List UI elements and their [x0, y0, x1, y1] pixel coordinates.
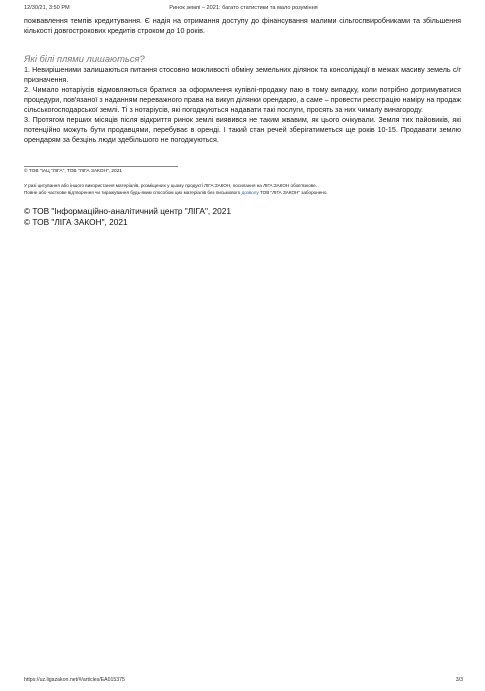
print-url: https://uz.ligazakon.net/#/articles/EA015375 — [24, 677, 125, 683]
permission-link[interactable]: дозволу — [241, 190, 259, 195]
article-content — [24, 16, 461, 228]
point-1-paragraph: 1. Невирішеними залишаються питання стосовно можливості обміну земельних ділянок та консолідації в межах масиву земель с/г призначення. — [24, 66, 461, 84]
print-footer — [24, 677, 463, 685]
page-number: 3/3 — [455, 677, 463, 683]
print-date: 12/30/21, 3:50 PM — [24, 5, 70, 11]
copyright-block — [24, 206, 461, 228]
copyright-liga-center: © ТОВ "Інформаційно-аналітичний центр "ЛІГА", 2021 — [24, 206, 231, 216]
legal-notice-line-1: У разі цитування або іншого використання матеріалів, розміщених у цьому продукті ЛІГА:ЗАКОН, посилання на ЛІГА:ЗАКОН обов'язкове. — [24, 183, 318, 188]
print-page-title: Ринок землі – 2021: багато статистики та мало розуміння — [169, 5, 318, 11]
intro-paragraph: пожвавлення темпів кредитування. Є надія на отримання доступу до фінансування малими сільгоспвиробниками та збільшення кількості довгострокових кредитів строком до 10 років. — [24, 17, 461, 35]
footnote-copyright: © ТОВ "ІАЦ "ЛІГА", ТОВ "ЛІГА ЗАКОН", 2021 — [24, 169, 123, 174]
point-3-paragraph: 3. Протягом перших місяців після відкриття ринок землі виявився не таким жвавим, як цього очікували. Земля тих пайовиків, які потенційно можуть бути продавцями, перебуває в оренді. І такий стан речей зберігатиметься ще років 10-15. Продавати землю орендарям за безцінь люди здебільшого не погоджуються. — [24, 116, 461, 144]
legal-notice — [24, 182, 461, 196]
copyright-liga-zakon: © ТОВ "ЛІГА ЗАКОН", 2021 — [24, 217, 128, 227]
section-subheading: Які білі плями лишаються? — [24, 53, 145, 64]
footnote-divider — [24, 166, 178, 167]
legal-notice-text-after-link: ТОВ "ЛІГА ЗАКОН" заборонено. — [258, 190, 328, 195]
legal-notice-line-2 — [24, 189, 461, 196]
point-2-paragraph: 2. Чимало нотаріусів відмовляються братися за оформлення купівлі-продажу паю в тому випадку, коли потрібно дотримуватися процедури, пов'язаної з наданням переважного права на викуп ділянки орендарю, а саме – провести реєстрацію наміру на продаж сільськогосподарської землі. Ті з нотаріусів, які погоджуються надавати такі послуги, просять за них чималу винагороду. — [24, 86, 461, 114]
print-header — [24, 5, 463, 15]
legal-notice-text-before-link: Повне або часткове відтворення чи тиражування будь-яким способом цих матеріалів без письмового — [24, 190, 242, 195]
